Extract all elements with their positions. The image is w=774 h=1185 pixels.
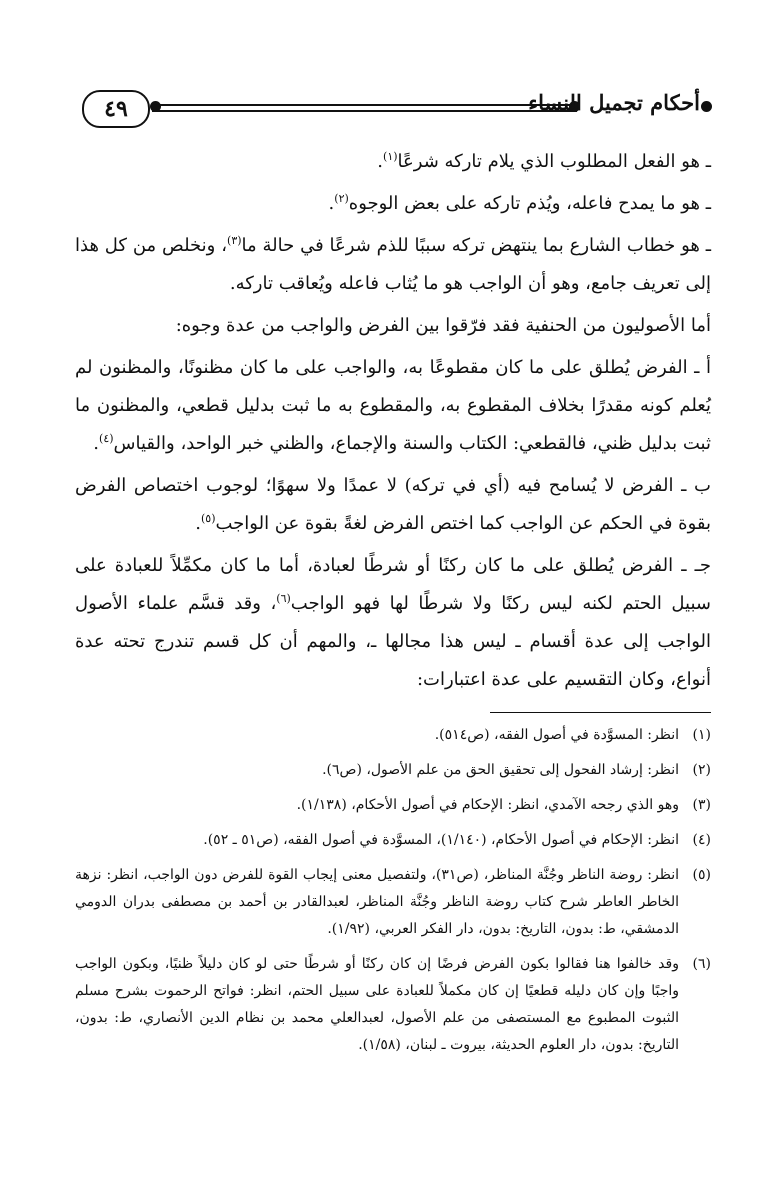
paragraph-hanafi-intro: أما الأصوليون من الحنفية فقد فرّقوا بين الفرض والواجب من عدة وجوه:: [175, 315, 711, 336]
footnote-ref-6: (٦): [276, 592, 291, 605]
main-text: [75, 143, 711, 703]
header-rule-top: [152, 104, 577, 106]
footnote-ref-5: (٥): [200, 512, 216, 525]
page-header: [82, 88, 712, 132]
paragraph-definition-3: ـ هو خطاب الشارع بما ينتهض تركه سببًا للذم شرعًا في حالة ما$^{(٣)}$، ونخلص من كل هذا إلى تعريف جامع، وهو أن الواجب هو ما يُثاب فاعله ويُعاقب تاركه.: [75, 234, 711, 294]
footnote-4: (٤) انظر: الإحكام في أصول الأحكام، (١/١٤٠)، المسوَّدة في أصول الفقه، (ص٥١ ـ ٥٢).: [203, 832, 711, 848]
footnote-ref-3: (٣): [227, 234, 242, 247]
header-dot-right: [701, 101, 712, 112]
header-rule-bottom: [152, 110, 577, 112]
paragraph-definition-1: ـ هو الفعل المطلوب الذي يلام تاركه شرعًا$^{(١)}$.: [377, 150, 711, 172]
footnote-ref-4: (٤): [99, 432, 114, 445]
page-number: ٤٩: [104, 96, 128, 122]
footnote-3: (٣) وهو الذي رجحه الآمدي، انظر: الإحكام في أصول الأحكام، (١/١٣٨).: [296, 797, 711, 813]
footnote-ref-2: (٢): [334, 192, 349, 205]
footnote-6: (٦) وقد خالفوا هنا فقالوا بكون الفرض فرضًا إن كان ركنًا أو شرطًا حتى لو كان دليلاً ظنيًا، وبكون الواجب واجبًا وإن كان دليله قطعيًا إن كان مكملاً للعبادة على سبيل الحتم، انظر: فواتح الرحموت بشرح مسلم الثبوت المطبوع مع المستصفى من علم الأصول، لعبدالعلي محمد بن نظام الدين الأنصاري، ط: بدون، التاريخ: بدون، دار العلوم الحديثة، بيروت ـ لبنان، (١/٥٨).: [75, 956, 711, 1053]
footnote-2: (٢) انظر: إرشاد الفحول إلى تحقيق الحق من علم الأصول، (ص٦).: [322, 762, 711, 778]
running-title: أحكام تجميل النساء: [528, 90, 700, 115]
page-number-box: [82, 90, 150, 128]
footnotes: [75, 722, 711, 1067]
footnote-1: (١) انظر: المسوَّدة في أصول الفقه، (ص٥١٤).: [434, 727, 711, 743]
paragraph-point-a: أ ـ الفرض يُطلق على ما كان مقطوعًا به، والواجب على ما كان مظنونًا، والمظنون لم يُعلم كونه مقدرًا بخلاف المقطوع به، والمقطوع به ما ثبت بدليل قطعي، والمظنون ما ثبت بدليل ظني، فالقطعي: الكتاب والسنة والإجماع، والظني خبر الواحد، والقياس$^{(٤)}$.: [75, 357, 711, 454]
paragraph-point-b: ب ـ الفرض لا يُسامح فيه (أي في تركه) لا عمدًا ولا سهوًا؛ لوجوب اختصاص الفرض بقوة في الحكم عن الواجب كما اختص الفرض لغةً بقوة عن الواجب$^{(٥)}$.: [75, 475, 711, 534]
paragraph-point-c: جـ ـ الفرض يُطلق على ما كان ركنًا أو شرطًا لعبادة، أما ما كان مكمِّلاً للعبادة على سبيل الحتم لكنه ليس ركنًا ولا شرطًا لها فهو الواجب$^{(٦)}$، وقد قسَّم علماء الأصول الواجب إلى عدة أقسام ـ ليس هذا مجالها ـ، والمهم أن كل قسم تندرج تحته عدة أنواع، وكان التقسيم على عدة اعتبارات:: [75, 555, 711, 690]
footnote-5: (٥) انظر: روضة الناظر وجُنَّة المناظر، (ص٣١)، ولتفصيل معنى إيجاب القوة للفرض دون الواجب، انظر: نزهة الخاطر العاطر شرح كتاب روضة الناظر وجُنَّة المناظر، لعبدالقادر بن أحمد بن مصطفى بدران الدومي الدمشقي، ط: بدون، التاريخ: بدون، دار الفكر العربي، (١/٩٢).: [75, 867, 711, 937]
paragraph-definition-2: ـ هو ما يمدح فاعله، ويُذم تاركه على بعض الوجوه$^{(٢)}$.: [328, 192, 711, 214]
footnote-ref-1: (١): [383, 150, 398, 163]
footnote-separator: [490, 712, 711, 713]
